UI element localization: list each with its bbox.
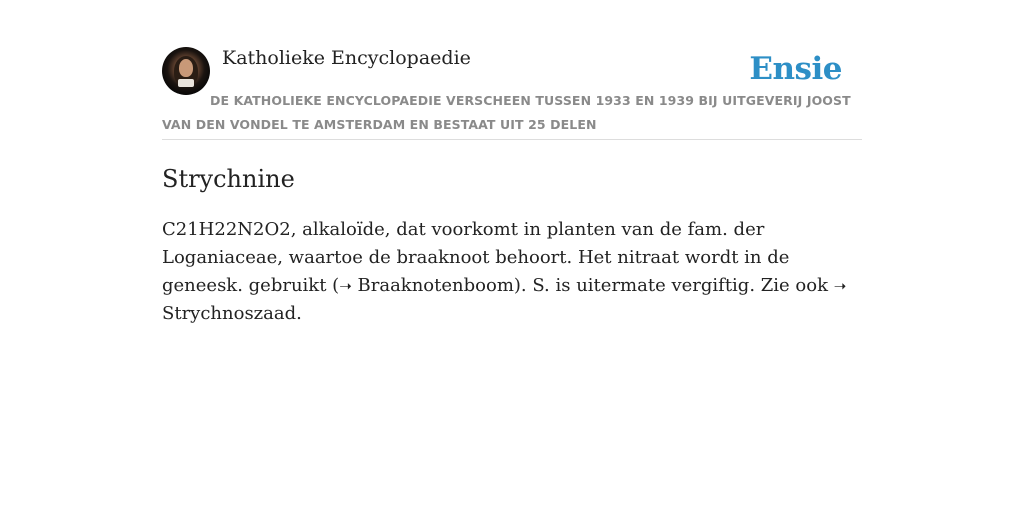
- link-braaknotenboom[interactable]: Braaknotenboom: [357, 275, 514, 296]
- avatar-face: [179, 59, 193, 77]
- arrow-right-icon: ➝: [339, 277, 352, 295]
- article-title: Strychnine: [162, 165, 295, 193]
- article-text-1: C21H22N2O2, alkaloïde, dat voorkomt in planten van de fam. der Loganiaceae, waartoe de braaknoot behoort. Het nitraat wordt in de geneesk. gebruikt (: [162, 219, 790, 296]
- article-body: [162, 216, 852, 328]
- site-header: [162, 0, 862, 140]
- article-text-2: ). S. is uitermate vergiftig. Zie ook: [513, 275, 834, 296]
- avatar-collar: [178, 79, 194, 87]
- page-header-container: [162, 0, 862, 140]
- link-strychnoszaad[interactable]: Strychnoszaad: [162, 303, 297, 324]
- brand-logo[interactable]: Ensie: [749, 51, 842, 87]
- arrow-right-icon: ➝: [833, 277, 847, 295]
- site-title[interactable]: Katholieke Encyclopaedie: [222, 47, 471, 69]
- site-description: DE KATHOLIEKE ENCYCLOPAEDIE VERSCHEEN TUSSEN 1933 EN 1939 BIJ UITGEVERIJ JOOST VAN DEN VONDEL TE AMSTERDAM EN BESTAAT UIT 25 DELEN: [162, 93, 851, 132]
- avatar[interactable]: [162, 47, 210, 95]
- article-text-3: .: [296, 303, 302, 324]
